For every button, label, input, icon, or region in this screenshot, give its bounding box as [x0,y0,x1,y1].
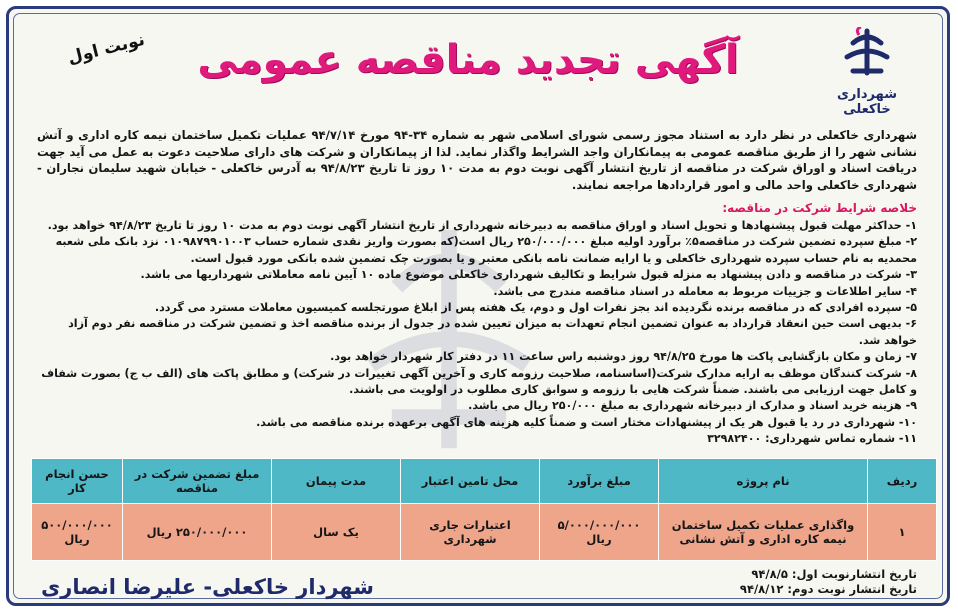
intro-paragraph: شهرداری خاکعلی در نظر دارد به استناد مجوز رسمی شورای اسلامی شهر به شماره ۳۴-۹۴ مورخ ۹۴/۷/۱۴ عملیات تکمیل ساختمان نیمه کاره اداری و آتش نشانی شهر را از طریق مناقصه عمومی به پیمانکاران واجد الشرایط واگذار نماید. لذا از پیمانکاران و شرکت های دارای صلاحیت دعوت به عمل می آید جهت دریافت اسناد و اوراق شرکت در مناقصه از تاریخ انتشار آگهی نوبت دوم به مدت ۱۰ روز تا تاریخ ۹۴/۸/۲۳ به آدرس خاکعلی - خیابان شهید سلیمان نجاران - شهرداری خاکعلی واحد مالی و امور قراردادها مراجعه نمایند. [37,128,918,192]
condition-item: ۳- شرکت در مناقصه و دادن پیشنهاد به منزله قبول شرایط و تکالیف شهرداری خاکعلی موضوع ماده ۱۰ آیین نامه معاملاتی شهرداریها می باشد. [140,268,917,282]
cell-estimate: ۵/۰۰۰/۰۰۰/۰۰۰ ریال [540,504,659,561]
cell-performance-guarantee: ۵۰۰/۰۰۰/۰۰۰ ریال [32,504,123,561]
condition-item: ۱۱- شماره تماس شهرداری: ۳۲۹۸۲۴۰۰ [707,432,917,446]
conditions-title: خلاصه شرایط شرکت در مناقصه: [722,201,917,215]
logo-emblem-icon [839,27,895,83]
condition-item: ۹- هزینه خرید اسناد و مدارک از دبیرخانه شهرداری به مبلغ ۲۵۰/۰۰۰ ریال می باشد. [468,399,917,413]
logo-text: شهرداری خاکعلی [837,87,897,117]
header-row-number: ردیف [868,459,937,504]
condition-item: ۲- مبلغ سپرده تضمین شرکت در مناقصه۵٪ برآورد اولیه مبلغ ۲۵۰/۰۰۰/۰۰۰ ریال است(که بصورت واریز نقدی شماره حساب ۰۱۰۹۸۷۹۹۰۱۰۰۳ نزد بانک ملی شعبه محمدیه به نام حساب سپرده شهرداری خاکعلی و یا ارایه ضمانت نامه بانکی معتبر و یا بصورت چک تضمین شده بانکی مورد قبول است. [55,235,917,265]
tender-table [31,458,937,561]
cell-project-name: واگذاری عملیات تکمیل ساختمان نیمه کاره اداری و آتش نشانی [659,504,868,561]
header-project-name: نام پروژه [659,459,868,504]
conditions-list [37,218,917,448]
table-row [32,504,937,561]
cell-funding-source: اعتبارات جاری شهرداری [401,504,540,561]
header-contract-duration: مدت پیمان [272,459,401,504]
condition-item: ۶- بدیهی است حین انعقاد قرارداد به عنوان تضمین انجام تعهدات به میزان تعیین شده در جدول از برنده مناقصه اخذ و تضمین شرکت در مناقصه نفر دوم آزاد خواهد شد. [68,317,917,347]
cell-contract-duration: یک سال [272,504,401,561]
cell-row-number: ۱ [868,504,937,561]
header-bid-guarantee: مبلغ تضمین شرکت در مناقصه [123,459,272,504]
header-performance-guarantee: حسن انجام کار [32,459,123,504]
municipality-logo [817,25,917,115]
condition-item: ۷- زمان و مکان بازگشایی پاکت ها مورخ ۹۴/۸/۲۵ روز دوشنبه راس ساعت ۱۱ در دفتر کار شهردار خواهد بود. [330,350,917,364]
publication-dates [740,567,917,597]
publication-second: تاریخ انتشار نوبت دوم: ۹۴/۸/۱۲ [739,582,917,596]
condition-item: ۸- شرکت کنندگان موظف به ارایه مدارک شرکت(اساسنامه، صلاحیت رزومه کاری و آخرین آگهی تغییرات در شرکت) و مطابق پاکت های (الف ب ج) بصورت شفاف و کامل جهت ارزیابی می باشند. ضمناً شرکت هایی با رزومه و سوابق کاری مطلوب در اولویت می باشند. [41,366,917,397]
condition-item: ۵- سپرده افرادی که در مناقصه برنده نگردیده اند بجز نفرات اول و دوم، یک هفته پس از ابلاغ صورتجلسه کمیسیون معاملات مسترد می گردد. [154,301,917,315]
mayor-signature: شهردار خاکعلی- علیرضا انصاری [41,575,374,599]
ad-frame [6,6,950,606]
condition-item: ۱- حداکثر مهلت قبول پیشنهادها و تحویل اسناد و اوراق مناقصه به دبیرخانه شهرداری از تاریخ انتشار آگهی نوبت دوم به مدت ۱۰ روز تا تاریخ ۹۴/۸/۲۳ خواهد بود. [47,219,917,232]
header-funding-source: محل تامین اعتبار [401,459,540,504]
round-badge: نوبت اول [65,29,147,69]
publication-first: تاریخ انتشارنوبت اول: ۹۴/۸/۵ [751,567,917,581]
page-title: آگهی تجدید مناقصه عمومی [197,37,739,83]
table-header-row [32,459,937,504]
cell-bid-guarantee: ۲۵۰/۰۰۰/۰۰۰ ریال [123,504,272,561]
header-estimate: مبلغ برآورد [540,459,659,504]
condition-item: ۱۰- شهرداری در رد یا قبول هر یک از پیشنهادات مختار است و ضمناً کلیه هزینه های آگهی برعهده برنده مناقصه می باشد. [256,415,917,429]
condition-item: ۴- سایر اطلاعات و جزییات مربوط به معامله در اسناد مناقصه مندرج می باشد. [493,284,917,298]
